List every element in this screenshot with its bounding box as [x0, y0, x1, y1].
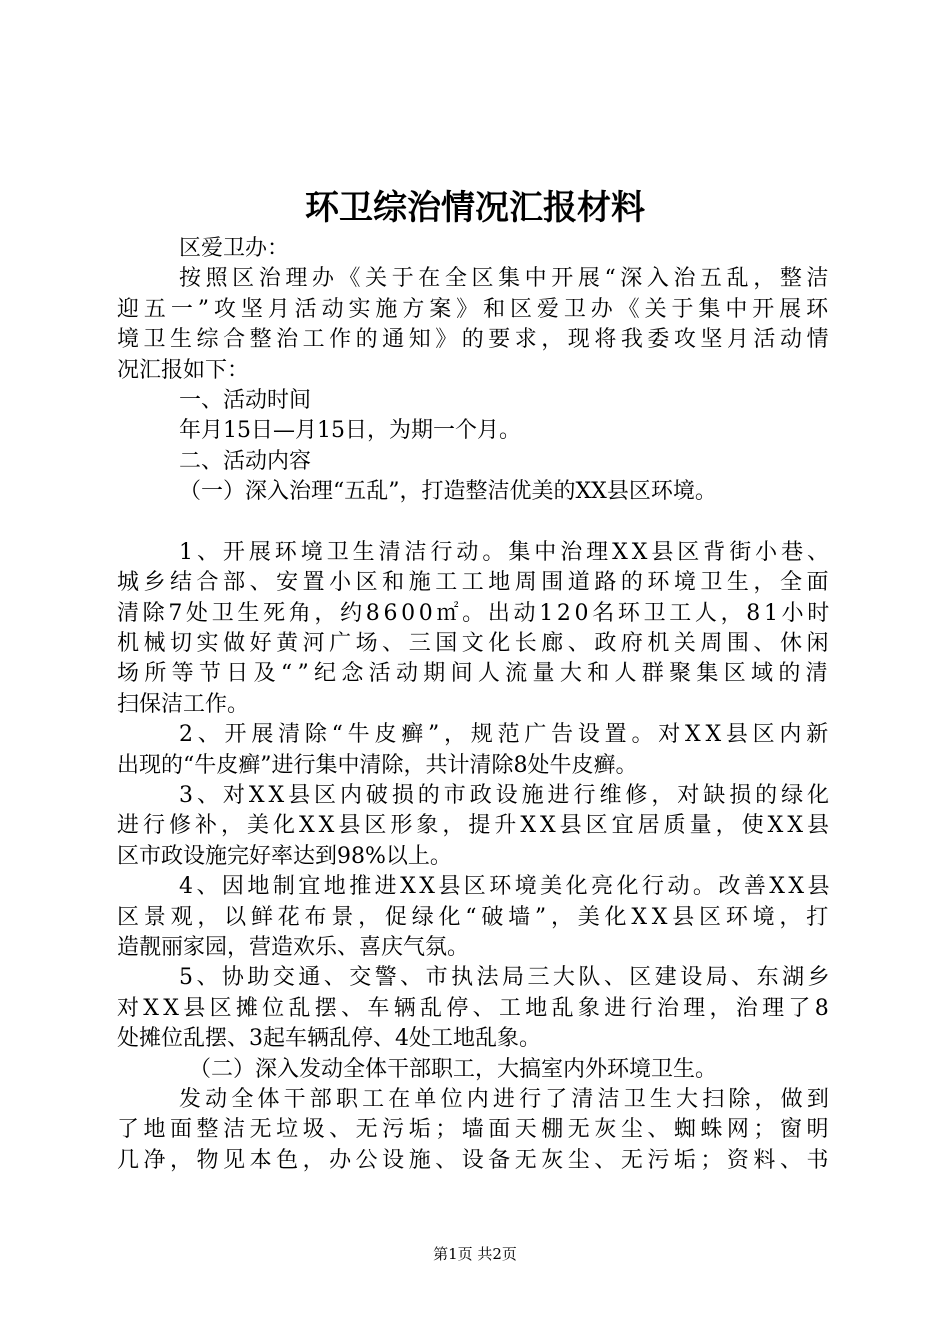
body-line: （一）深入治理“五乱”，打造整洁优美的XX县区环境。	[179, 479, 717, 505]
body-line: 造靓丽家园，营造欢乐、喜庆气氛。	[117, 934, 470, 960]
body-line: 区市政设施完好率达到98%以上。	[117, 843, 452, 869]
body-line: 4、因地制宜地推进XX县区环境美化亮化行动。改善XX县	[179, 874, 833, 900]
body-line: （二）深入发动全体干部职工，大搞室内外环境卫生。	[189, 1056, 718, 1082]
body-line: 几净，物见本色，办公设施、设备无灰尘、无污垢；资料、书	[117, 1147, 833, 1173]
body-line: 对XX县区摊位乱摆、车辆乱停、工地乱象进行治理，治理了8	[117, 995, 833, 1021]
body-line: 发动全体干部职工在单位内进行了清洁卫生大扫除，做到	[179, 1086, 833, 1112]
body-line: 境卫生综合整治工作的通知》的要求，现将我委攻坚月活动情	[117, 327, 833, 353]
body-line: 况汇报如下：	[117, 357, 250, 383]
body-line: 进行修补，美化XX县区形象，提升XX县区宜居质量，使XX县	[117, 813, 833, 839]
body-line: 1、开展环境卫生清洁行动。集中治理XX县区背街小巷、	[179, 539, 833, 565]
body-line: 清除7处卫生死角，约8600㎡。出动120名环卫工人，81小时	[117, 600, 833, 626]
body-line: 一、活动时间	[179, 387, 312, 413]
body-line: 处摊位乱摆、3起车辆乱停、4处工地乱象。	[117, 1026, 541, 1052]
body-line: 出现的“牛皮癣”进行集中清除，共计清除8处牛皮癣。	[117, 752, 638, 778]
page-footer: 第1页 共2页	[433, 1245, 517, 1263]
body-line: 城乡结合部、安置小区和施工工地周围道路的环境卫生，全面	[117, 570, 833, 596]
blank-line	[117, 508, 833, 538]
body-line: 场所等节日及“”纪念活动期间人流量大和人群聚集区域的清	[117, 661, 833, 687]
body-line: 扫保洁工作。	[117, 691, 250, 717]
body-line: 按照区治理办《关于在全区集中开展“深入治五乱，整洁	[179, 266, 833, 292]
body-line: 2、开展清除“牛皮癣”，规范广告设置。对XX县区内新	[179, 722, 833, 748]
body-line: 了地面整洁无垃圾、无污垢；墙面天棚无灰尘、蜘蛛网；窗明	[117, 1117, 833, 1143]
body-line: 区爱卫办：	[179, 236, 290, 261]
document-body	[117, 234, 833, 1176]
body-line: 3、对XX县区内破损的市政设施进行维修，对缺损的绿化	[179, 783, 833, 809]
body-line: 区景观，以鲜花布景，促绿化“破墙”，美化XX县区环境，打	[117, 904, 833, 930]
body-line: 二、活动内容	[179, 448, 312, 474]
body-line: 机械切实做好黄河广场、三国文化长廊、政府机关周围、休闲	[117, 631, 833, 657]
body-line: 年月15日—月15日，为期一个月。	[179, 418, 521, 444]
body-line: 迎五一”攻坚月活动实施方案》和区爱卫办《关于集中开展环	[117, 296, 833, 322]
body-line: 5、协助交通、交警、市执法局三大队、区建设局、东湖乡	[179, 965, 833, 991]
document-title: 环卫综治情况汇报材料	[305, 188, 645, 228]
